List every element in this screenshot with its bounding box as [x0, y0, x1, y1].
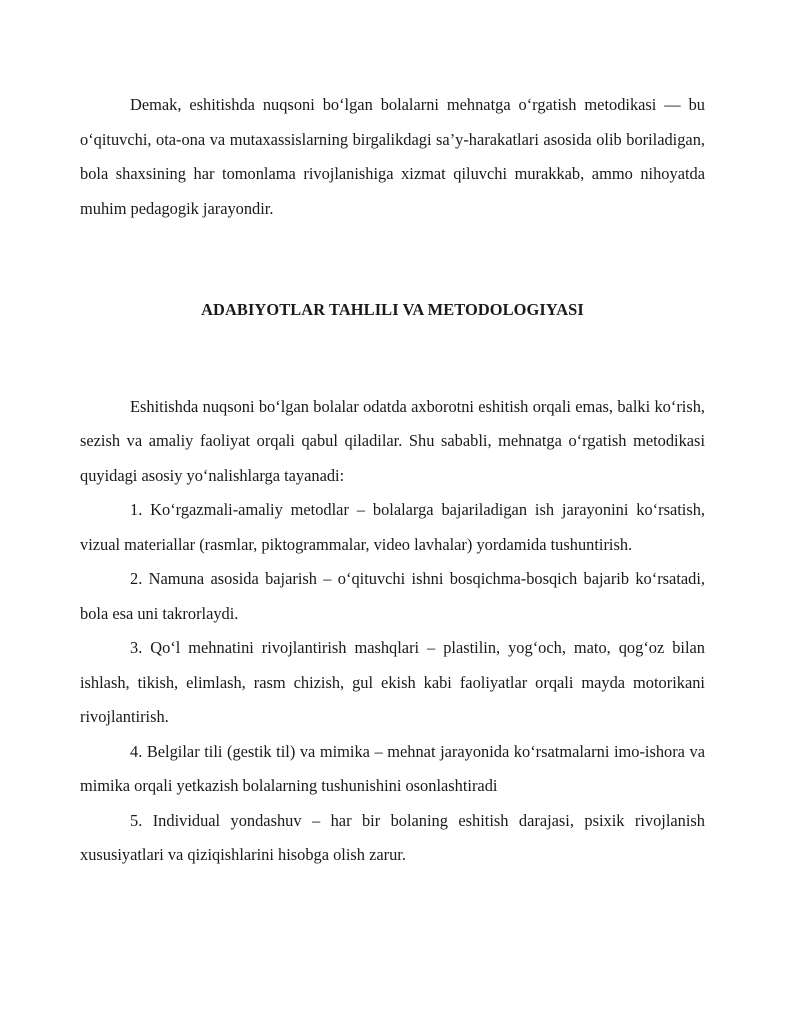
list-item: 1. Ko‘rgazmali-amaliy metodlar – bolalarga bajariladigan ish jarayonini ko‘rsatish, vizual materiallar (rasmlar, piktogrammalar, video lavhalar) yordamida tushuntirish.: [80, 500, 705, 554]
list-item: 2. Namuna asosida bajarish – o‘qituvchi ishni bosqichma-bosqich bajarib ko‘rsatadi, bola esa uni takrorlaydi.: [80, 569, 705, 623]
list-item: 3. Qo‘l mehnatini rivojlantirish mashqlari – plastilin, yog‘och, mato, qog‘oz bilan ishlash, tikish, elimlash, rasm chizish, gul ekish kabi faoliyatlar orqali mayda motorikani rivojlantirish.: [80, 638, 705, 726]
document-page: [80, 88, 705, 873]
list-item: 5. Individual yondashuv – har bir bolaning eshitish darajasi, psixik rivojlanish xususiyatlari va qiziqishlarini hisobga olish zarur.: [80, 810, 705, 864]
list-item: 4. Belgilar tili (gestik til) va mimika – mehnat jarayonida ko‘rsatmalarni imo-ishora va mimika orqali yetkazish bolalarning tushunishini osonlashtiradi: [80, 741, 705, 795]
section-intro-paragraph: Eshitishda nuqsoni bo‘lgan bolalar odatda axborotni eshitish orqali emas, balki ko‘rish, sezish va amaliy faoliyat orqali qabul qiladilar. Shu sababli, mehnatga o‘rgatish metodikasi quyidagi asosiy yo‘nalishlarga tayanadi:: [80, 396, 705, 485]
intro-paragraph: Demak, eshitishda nuqsoni bo‘lgan bolalarni mehnatga o‘rgatish metodikasi — bu o‘qituvchi, ota-ona va mutaxassislarning birgalikdagi sa’y-harakatlari asosida olib boriladigan, bola shaxsining har tomonlama rivojlanishiga xizmat qiluvchi murakkab, ammo nihoyatda muhim pedagogik jarayondir.: [80, 95, 705, 218]
section-heading: ADABIYOTLAR TAHLILI VA METODOLOGIYASI: [201, 300, 584, 319]
